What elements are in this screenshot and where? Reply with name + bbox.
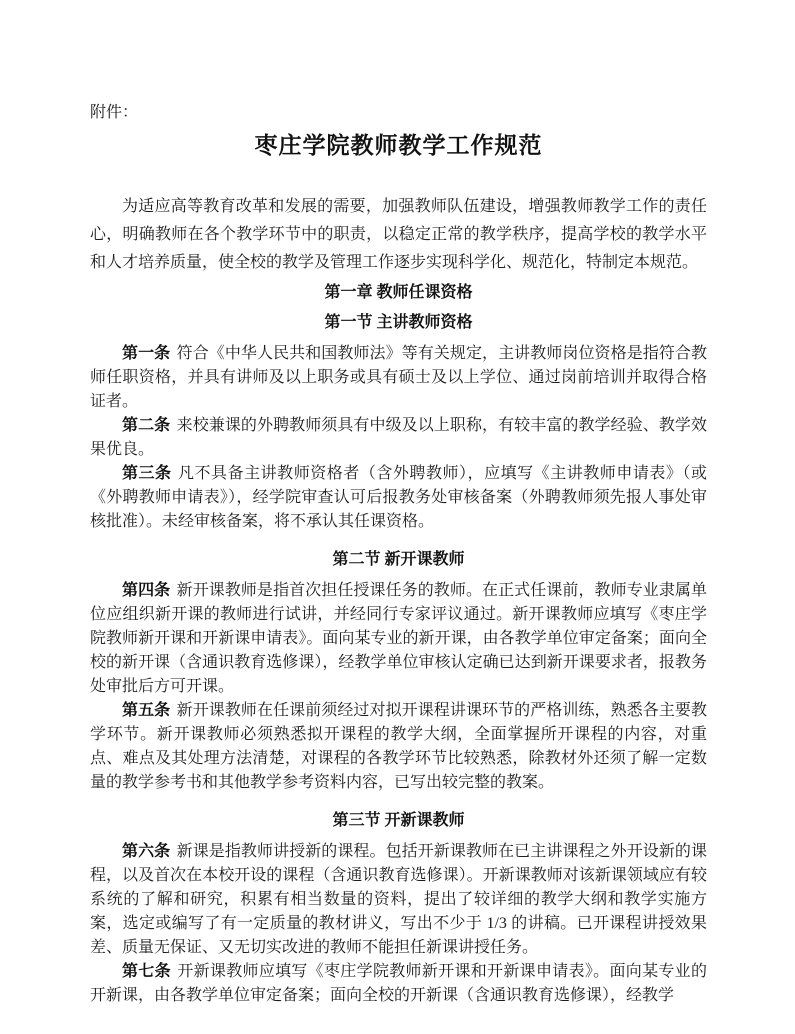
document-content bbox=[90, 0, 707, 1008]
article-2-label: 第二条 bbox=[122, 417, 171, 434]
article-3-text: 凡不具备主讲教师资格者（含外聘教师），应填写《主讲教师申请表》（或《外聘教师申请表》），经学院审查认可后报教务处审核备案（外聘教师须先报人事处审核批准）。未经审核备案，将不承认其任课资格。 bbox=[90, 465, 707, 530]
article-1-label: 第一条 bbox=[122, 345, 171, 362]
article-6 bbox=[90, 840, 707, 960]
article-1 bbox=[90, 342, 707, 414]
article-2-text: 来校兼课的外聘教师须具有中级及以上职称，有较丰富的教学经验、教学效果优良。 bbox=[90, 417, 707, 458]
article-7-text: 开新课教师应填写《枣庄学院教师新开课和开新课申请表》。面向某专业的开新课，由各教学单位审定备案；面向全校的开新课（含通识教育选修课），经教学 bbox=[90, 963, 707, 1004]
section-3-heading: 第三节 开新课教师 bbox=[332, 812, 465, 829]
article-6-text: 新课是指教师讲授新的课程。包括开新课教师在已主讲课程之外开设新的课程，以及首次在本校开设的课程（含通识教育选修课）。开新课教师对该新课领域应有较系统的了解和研究，积累有相当数量的资料，提出了较详细的教学大纲和教学实施方案，选定或编写了有一定质量的教材讲义，写出不少于 1/3 的讲稿。已开课程讲授效果差、质量无保证、又无切实改进的教师不能担任新课讲授任务。 bbox=[90, 843, 707, 956]
document-title: 枣庄学院教师教学工作规范 bbox=[254, 133, 543, 158]
article-4-label: 第四条 bbox=[122, 582, 171, 599]
section-2-heading: 第二节 新开课教师 bbox=[332, 551, 465, 568]
article-6-label: 第六条 bbox=[122, 843, 171, 860]
article-5-text: 新开课教师在任课前须经过对拟开课程讲课环节的严格训练，熟悉各主要教学环节。新开课教师必须熟悉拟开课程的教学大纲，全面掌握所开课程的内容，对重点、难点及其处理方法清楚，对课程的各教学环节比较熟悉，除教材外还须了解一定数量的教学参考书和其他教学参考资料内容，已写出较完整的教案。 bbox=[90, 702, 707, 791]
article-7 bbox=[90, 960, 707, 1008]
article-3 bbox=[90, 462, 707, 534]
article-4-text: 新开课教师是指首次担任授课任务的教师。在正式任课前，教师专业隶属单位应组织新开课的教师进行试讲，并经同行专家评议通过。新开课教师应填写《枣庄学院教师新开课和开新课申请表》。面向某专业的新开课，由各教学单位审定备案；面向全校的新开课（含通识教育选修课），经教学单位审核认定确已达到新开课要求者，报教务处审批后方可开课。 bbox=[90, 582, 707, 695]
article-4 bbox=[90, 579, 707, 699]
article-2 bbox=[90, 414, 707, 462]
article-7-label: 第七条 bbox=[122, 963, 171, 980]
article-1-text: 符合《中华人民共和国教师法》等有关规定，主讲教师岗位资格是指符合教师任职资格，并具有讲师及以上职务或具有硕士及以上学位、通过岗前培训并取得合格证者。 bbox=[90, 345, 707, 410]
intro-paragraph: 为适应高等教育改革和发展的需要，加强教师队伍建设，增强教师教学工作的责任心，明确教师在各个教学环节中的职责，以稳定正常的教学秩序，提高学校的教学水平和人才培养质量，使全校的教学及管理工作逐步实现科学化、规范化，特制定本规范。 bbox=[90, 198, 707, 271]
section-1-heading: 第一节 主讲教师资格 bbox=[324, 314, 473, 331]
article-3-label: 第三条 bbox=[122, 465, 172, 482]
attachment-label: 附件： bbox=[90, 104, 139, 121]
article-5 bbox=[90, 699, 707, 795]
chapter-1-heading: 第一章 教师任课资格 bbox=[324, 284, 473, 301]
article-5-label: 第五条 bbox=[122, 702, 171, 719]
